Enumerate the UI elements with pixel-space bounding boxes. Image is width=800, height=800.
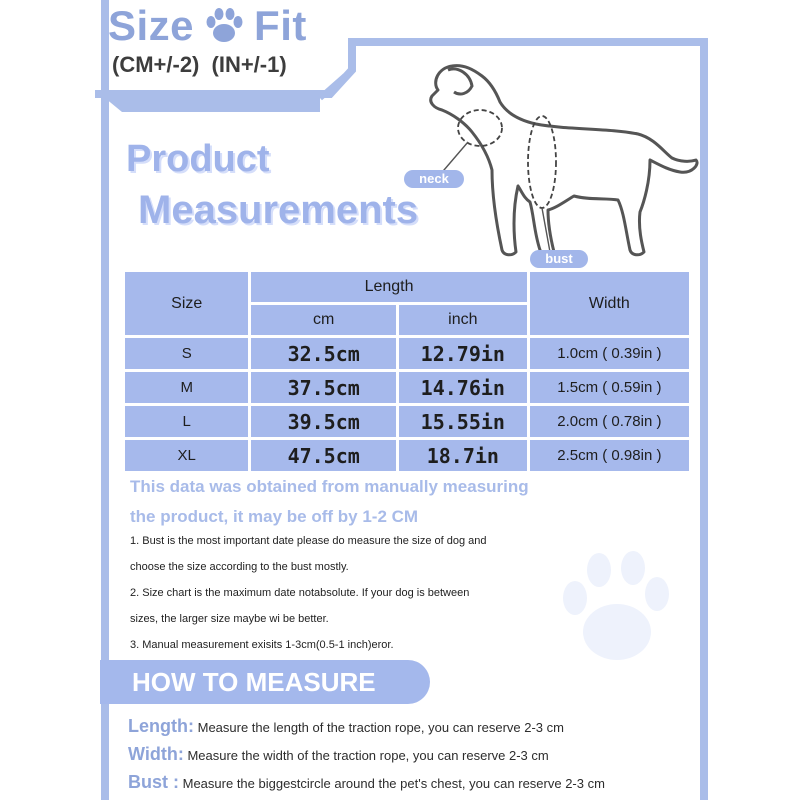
size-table (122, 269, 692, 474)
table-row (125, 372, 689, 403)
cell-size: XL (125, 440, 248, 471)
header-size: Size (125, 272, 248, 335)
table-row (125, 406, 689, 437)
tolerance-subtitle: (CM+/-2) (IN+/-1) (112, 52, 287, 77)
cell-cm: 47.5cm (251, 440, 396, 471)
title-size: Size (108, 2, 195, 49)
cell-inch: 15.55in (399, 406, 527, 437)
cell-width: 1.0cm ( 0.39in ) (530, 338, 689, 369)
table-row (125, 338, 689, 369)
cell-cm: 32.5cm (251, 338, 396, 369)
how-to-measure-banner: HOW TO MEASURE (100, 660, 430, 704)
cell-cm: 39.5cm (251, 406, 396, 437)
section-title-measurements: Measurements (138, 188, 419, 232)
header-inch: inch (399, 305, 527, 335)
cell-inch: 14.76in (399, 372, 527, 403)
note-line: This data was obtained from manually measuring (130, 477, 529, 496)
paw-watermark (555, 540, 675, 670)
dog-silhouette (418, 52, 708, 272)
how-label: Bust : (128, 772, 179, 792)
rule-line: 2. Size chart is the maximum date notabsolute. If your dog is between (130, 587, 470, 599)
cell-width: 2.0cm ( 0.78in ) (530, 406, 689, 437)
header-width: Width (530, 272, 689, 335)
title-fit: Fit (254, 2, 307, 49)
bust-label: bust (530, 250, 588, 268)
cell-inch: 12.79in (399, 338, 527, 369)
how-label: Length: (128, 716, 194, 736)
cell-size: L (125, 406, 248, 437)
cell-size: S (125, 338, 248, 369)
how-text: Measure the width of the traction rope, you can reserve 2-3 cm (187, 748, 549, 763)
how-to-width (128, 744, 549, 765)
how-text: Measure the biggestcircle around the pet's chest, you can reserve 2-3 cm (182, 776, 605, 791)
header-cm: cm (251, 305, 396, 335)
section-title-product: Product (126, 138, 270, 180)
cell-cm: 37.5cm (251, 372, 396, 403)
how-label: Width: (128, 744, 184, 764)
table-row (125, 440, 689, 471)
cell-width: 1.5cm ( 0.59in ) (530, 372, 689, 403)
neck-label: neck (404, 170, 464, 188)
rule-line: choose the size according to the bust mostly. (130, 561, 349, 573)
rule-line: 1. Bust is the most important date please do measure the size of dog and (130, 535, 487, 547)
paw-icon (204, 7, 244, 45)
cell-width: 2.5cm ( 0.98in ) (530, 440, 689, 471)
rules-list (130, 528, 550, 658)
how-to-length (128, 716, 564, 737)
how-to-bust (128, 772, 605, 793)
page-title (108, 2, 307, 50)
rule-line: sizes, the larger size maybe wi be better. (130, 613, 329, 625)
rule-line: 3. Manual measurement exisits 1-3cm(0.5-1 inch)eror. (130, 639, 394, 651)
note-line: the product, it may be off by 1-2 CM (130, 507, 419, 526)
measurement-note (130, 472, 529, 532)
cell-size: M (125, 372, 248, 403)
header-length: Length (251, 272, 526, 302)
how-text: Measure the length of the traction rope, you can reserve 2-3 cm (197, 720, 564, 735)
cell-inch: 18.7in (399, 440, 527, 471)
